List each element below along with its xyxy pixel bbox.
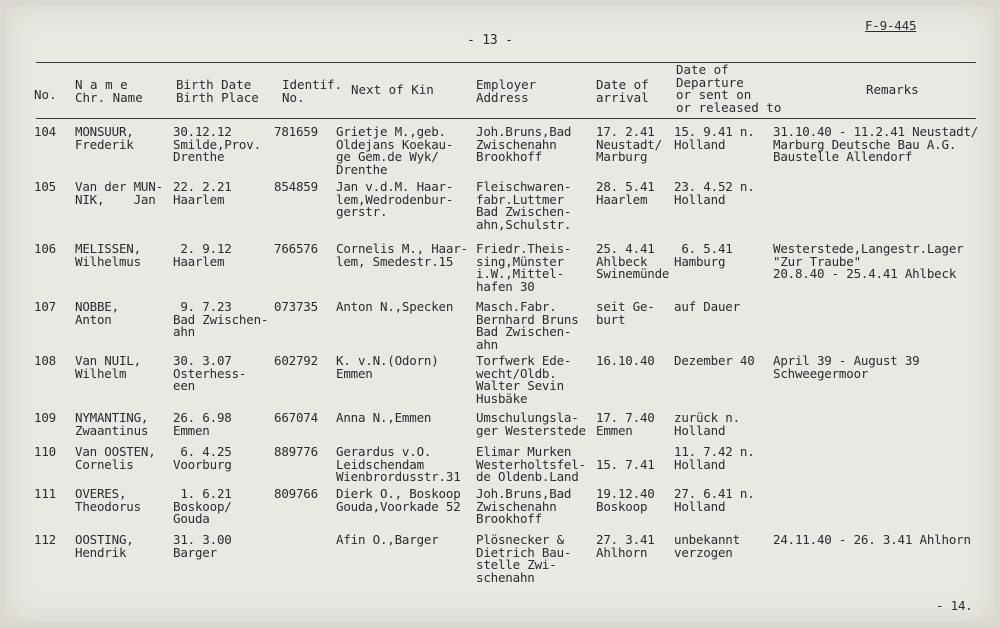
- cell-employer: Fleischwaren- fabr.Luttmer Bad Zwischen- ahn,Schulstr.: [476, 179, 572, 232]
- cell-employer: Friedr.Theis- sing,Münster i.W.,Mittel- hafen 30: [476, 241, 572, 294]
- cell-kin: Anton N.,Specken: [336, 299, 454, 314]
- cell-kin: K. v.N.(Odorn) Emmen: [336, 353, 439, 381]
- cell-no: 111: [34, 486, 56, 501]
- cell-kin: Anna N.,Emmen: [336, 410, 432, 425]
- cell-employer: Elimar Murken Westerholtsfel- de Oldenb.Land: [476, 444, 586, 484]
- header-name: N a m e Chr. Name: [75, 77, 143, 105]
- cell-birth: 6. 4.25 Voorburg: [173, 444, 232, 472]
- cell-employer: Torfwerk Ede- wecht/Oldb. Walter Sevin Husbäke: [476, 353, 572, 406]
- cell-birth: 1. 6.21 Boskoop/ Gouda: [173, 486, 232, 526]
- page-footer: - 14.: [936, 598, 973, 613]
- cell-birth: 22. 2.21 Haarlem: [173, 179, 232, 207]
- cell-arrival: 25. 4.41 Ahlbeck Swinemünde: [596, 241, 670, 281]
- cell-arrival: 19.12.40 Boskoop: [596, 486, 655, 514]
- cell-kin: Gerardus v.O. Leidschendam Wienbrordusstr.31: [336, 444, 461, 484]
- cell-departure: 23. 4.52 n. Holland: [674, 179, 755, 207]
- header-top-rule: [36, 62, 976, 63]
- cell-departure: unbekannt verzogen: [674, 532, 740, 560]
- cell-no: 108: [34, 353, 56, 368]
- cell-remarks: Westerstede,Langestr.Lager "Zur Traube" 20.8.40 - 25.4.41 Ahlbeck: [773, 241, 964, 281]
- header-arrival: Date of arrival: [596, 77, 649, 105]
- cell-name: MONSUUR, Frederik: [75, 124, 134, 152]
- cell-employer: Plösnecker & Dietrich Bau- stelle Zwi- schenahn: [476, 532, 572, 585]
- cell-employer: Joh.Bruns,Bad Zwischenahn Brookhoff: [476, 124, 572, 164]
- cell-departure: Dezember 40: [674, 353, 755, 368]
- cell-kin: Grietje M.,geb. Oldejans Koekau- ge Gem.de Wyk/ Drenthe: [336, 124, 454, 177]
- cell-no: 104: [34, 124, 56, 139]
- cell-employer: Joh.Bruns,Bad Zwischenahn Brookhoff: [476, 486, 572, 526]
- cell-birth: 31. 3.00 Barger: [173, 532, 232, 560]
- file-reference: F-9-445: [865, 18, 917, 33]
- cell-ident: 602792: [274, 353, 318, 368]
- cell-name: NOBBE, Anton: [75, 299, 119, 327]
- header-remarks: Remarks: [866, 82, 919, 97]
- cell-no: 105: [34, 179, 56, 194]
- cell-kin: Dierk O., Boskoop Gouda,Voorkade 52: [336, 486, 461, 514]
- cell-name: Van der MUN- NIK, Jan: [75, 179, 163, 207]
- cell-departure: auf Dauer: [674, 299, 740, 314]
- cell-arrival: 17. 2.41 Neustadt/ Marburg: [596, 124, 662, 164]
- cell-ident: 073735: [274, 299, 318, 314]
- cell-name: Van NUIL, Wilhelm: [75, 353, 141, 381]
- cell-ident: 667074: [274, 410, 318, 425]
- cell-no: 109: [34, 410, 56, 425]
- cell-departure: 15. 9.41 n. Holland: [674, 124, 755, 152]
- cell-birth: 26. 6.98 Emmen: [173, 410, 232, 438]
- cell-arrival: 28. 5.41 Haarlem: [596, 179, 655, 207]
- cell-ident: 809766: [274, 486, 318, 501]
- cell-no: 106: [34, 241, 56, 256]
- cell-remarks: 24.11.40 - 26. 3.41 Ahlhorn: [773, 532, 971, 547]
- header-ident: Identif. No.: [282, 77, 343, 105]
- cell-name: NYMANTING, Zwaantinus: [75, 410, 149, 438]
- cell-name: Van OOSTEN, Cornelis: [75, 444, 156, 472]
- cell-departure: 6. 5.41 Hamburg: [674, 241, 733, 269]
- page-number: - 13 -: [467, 33, 513, 48]
- cell-no: 107: [34, 299, 56, 314]
- cell-kin: Jan v.d.M. Haar- lem,Wedrodenbur- gerstr.: [336, 179, 454, 219]
- cell-birth: 2. 9.12 Haarlem: [173, 241, 232, 269]
- cell-arrival: 15. 7.41: [596, 456, 655, 472]
- cell-ident: 781659: [274, 124, 318, 139]
- document-page: [6, 6, 994, 622]
- header-kin: Next of Kin: [351, 82, 434, 97]
- cell-ident: 889776: [274, 444, 318, 459]
- header-birth: Birth Date Birth Place: [176, 77, 259, 105]
- cell-arrival: 27. 3.41 Ahlhorn: [596, 532, 655, 560]
- header-no: No.: [34, 87, 57, 102]
- cell-ident: 854859: [274, 179, 318, 194]
- cell-departure: zurück n. Holland: [674, 410, 740, 438]
- cell-no: 110: [34, 444, 56, 459]
- cell-name: OOSTING, Hendrik: [75, 532, 134, 560]
- cell-departure: 27. 6.41 n. Holland: [674, 486, 755, 514]
- cell-remarks: April 39 - August 39 Schweegermoor: [773, 353, 920, 381]
- cell-departure: 11. 7.42 n. Holland: [674, 444, 755, 472]
- cell-name: MELISSEN, Wilhelmus: [75, 241, 141, 269]
- cell-employer: Masch.Fabr. Bernhard Bruns Bad Zwischen- ahn: [476, 299, 579, 352]
- cell-arrival: 17. 7.40 Emmen: [596, 410, 655, 438]
- cell-arrival: seit Ge- burt: [596, 299, 655, 327]
- header-employer: Employer Address: [476, 77, 537, 105]
- cell-arrival: 16.10.40: [596, 353, 655, 368]
- cell-no: 112: [34, 532, 56, 547]
- cell-name: OVERES, Theodorus: [75, 486, 141, 514]
- header-bottom-rule: [36, 118, 976, 119]
- cell-kin: Afin O.,Barger: [336, 532, 439, 547]
- cell-birth: 30. 3.07 Osterhess- een: [173, 353, 247, 393]
- cell-remarks: 31.10.40 - 11.2.41 Neustadt/ Marburg Deutsche Bau A.G. Baustelle Allendorf: [773, 124, 979, 164]
- cell-ident: 766576: [274, 241, 318, 256]
- cell-employer: Umschulungsla- ger Westerstede: [476, 410, 586, 438]
- cell-kin: Cornelis M., Haar- lem, Smedestr.15: [336, 241, 468, 269]
- cell-birth: 30.12.12 Smilde,Prov. Drenthe: [173, 124, 261, 164]
- cell-birth: 9. 7.23 Bad Zwischen- ahn: [173, 299, 269, 339]
- header-departure: Date of Departure or sent on or released to: [676, 62, 782, 115]
